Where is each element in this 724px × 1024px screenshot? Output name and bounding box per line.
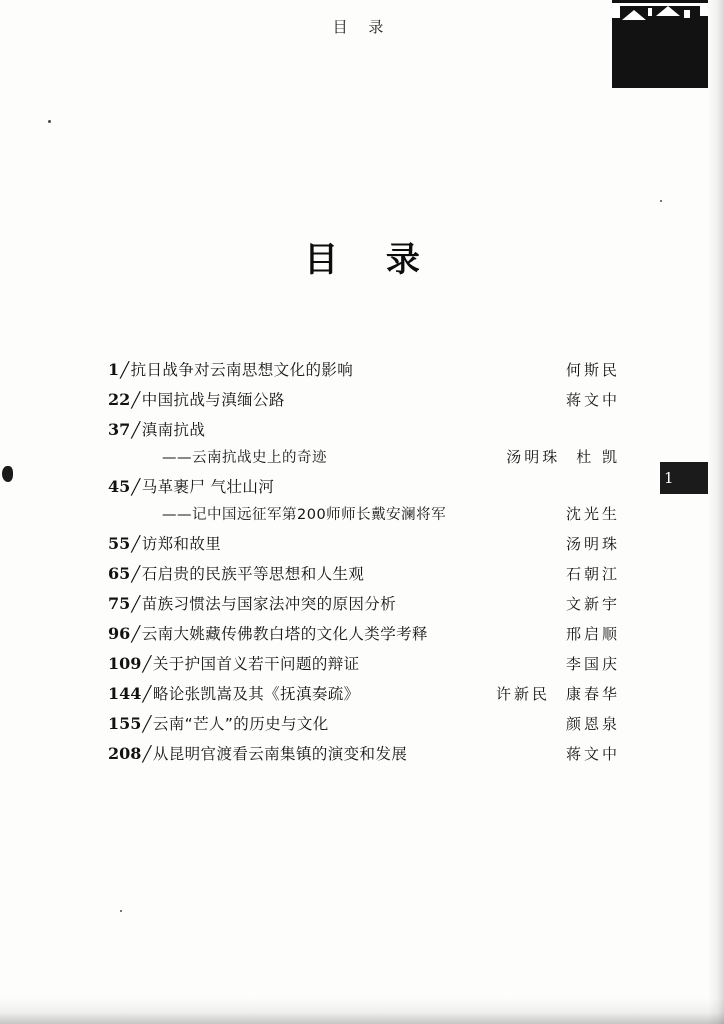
toc-page-number: 45 bbox=[108, 477, 131, 496]
toc-entry-title: 访郑和故里 bbox=[141, 535, 222, 553]
toc-author: 何斯民 bbox=[565, 361, 620, 379]
toc-entry-title-block bbox=[108, 592, 396, 614]
toc-entry-sub-authors bbox=[566, 503, 620, 524]
toc-author: 康春华 bbox=[565, 685, 620, 703]
scan-speck bbox=[660, 200, 662, 202]
toc-entry-authors bbox=[566, 623, 620, 644]
toc-author: 汤明珠 bbox=[506, 448, 561, 466]
toc-page-number: 109 bbox=[108, 654, 142, 673]
toc-entry-title-block bbox=[108, 682, 360, 704]
toc-entry-title: 从昆明官渡看云南集镇的演变和发展 bbox=[152, 745, 408, 763]
toc-entry-title: 苗族习惯法与国家法冲突的原因分析 bbox=[141, 595, 397, 613]
toc-entry-authors bbox=[566, 713, 620, 734]
toc-page-number: 65 bbox=[108, 564, 131, 583]
toc-entry[interactable] bbox=[108, 475, 620, 524]
toc-page-number: 22 bbox=[108, 390, 131, 409]
toc-separator: ╱ bbox=[142, 715, 152, 733]
toc-separator: ╱ bbox=[131, 595, 141, 613]
toc-entry[interactable] bbox=[108, 622, 620, 644]
toc-entry-subtitle-line bbox=[108, 446, 620, 467]
toc-entry-subtitle-line bbox=[108, 503, 620, 524]
toc-separator: ╱ bbox=[131, 565, 141, 583]
toc-separator: ╱ bbox=[131, 625, 141, 643]
toc-author: 蒋文中 bbox=[565, 745, 620, 763]
toc-page-number: 75 bbox=[108, 594, 131, 613]
scan-edge-shadow-bottom bbox=[0, 998, 724, 1024]
toc-entry-line bbox=[108, 682, 620, 704]
toc-entry-authors bbox=[566, 593, 620, 614]
toc-entry-title: 略论张凯嵩及其《抚滇奏疏》 bbox=[152, 685, 360, 703]
toc-entry-title-block bbox=[108, 532, 221, 554]
toc-entry-title-block bbox=[108, 652, 360, 674]
toc-entry-line bbox=[108, 712, 620, 734]
toc-page-number: 96 bbox=[108, 624, 131, 643]
toc-entry-authors bbox=[566, 563, 620, 584]
ink-blot-left-margin bbox=[2, 466, 13, 482]
toc-entry[interactable] bbox=[108, 682, 620, 704]
toc-entry-title: 云南大姚藏传佛教白塔的文化人类学考释 bbox=[141, 625, 428, 643]
table-of-contents bbox=[108, 358, 620, 772]
toc-entry[interactable] bbox=[108, 742, 620, 764]
toc-entry-subtitle: ——云南抗战史上的奇迹 bbox=[162, 450, 327, 466]
toc-page-number: 208 bbox=[108, 744, 142, 763]
toc-entry-title: 中国抗战与滇缅公路 bbox=[141, 391, 285, 409]
toc-author: 李国庆 bbox=[565, 655, 620, 673]
scan-edge-shadow-right bbox=[708, 0, 724, 1024]
toc-entry-line bbox=[108, 622, 620, 644]
toc-entry-title: 云南“芒人”的历史与文化 bbox=[152, 715, 329, 733]
toc-author: 沈光生 bbox=[565, 505, 620, 523]
toc-page-number: 37 bbox=[108, 420, 131, 439]
toc-entry-authors bbox=[566, 533, 620, 554]
toc-entry-line bbox=[108, 652, 620, 674]
toc-entry-title-block bbox=[108, 622, 428, 644]
toc-entry-line bbox=[108, 475, 620, 497]
toc-entry-authors bbox=[566, 653, 620, 674]
toc-entry-title-block bbox=[108, 358, 353, 380]
toc-separator: ╱ bbox=[142, 745, 152, 763]
toc-entry-line bbox=[108, 388, 620, 410]
toc-page-number: 55 bbox=[108, 534, 131, 553]
toc-entry-title: 马革裹尸 气壮山河 bbox=[141, 478, 275, 496]
page-title: 目 录 bbox=[304, 240, 438, 280]
toc-entry-title: 滇南抗战 bbox=[141, 421, 206, 439]
toc-entry-title-block bbox=[108, 418, 205, 440]
toc-entry-line bbox=[108, 742, 620, 764]
toc-entry-title-block bbox=[108, 712, 329, 734]
scan-speck bbox=[48, 120, 51, 123]
toc-separator: ╱ bbox=[131, 391, 141, 409]
toc-entry[interactable] bbox=[108, 388, 620, 410]
toc-entry-line bbox=[108, 358, 620, 380]
toc-entry-authors bbox=[566, 359, 620, 380]
page-marker-badge: 1 bbox=[660, 462, 708, 494]
toc-entry-line bbox=[108, 418, 620, 440]
toc-separator: ╱ bbox=[131, 535, 141, 553]
toc-entry[interactable] bbox=[108, 592, 620, 614]
toc-separator: ╱ bbox=[120, 361, 130, 379]
scan-speck bbox=[120, 910, 122, 912]
toc-entry[interactable] bbox=[108, 358, 620, 380]
running-head: 目 录 bbox=[332, 18, 392, 36]
toc-author: 许新民 bbox=[495, 685, 550, 703]
toc-author: 文新宇 bbox=[565, 595, 620, 613]
toc-entry-sub-authors bbox=[506, 446, 620, 467]
toc-entry-authors bbox=[496, 683, 620, 704]
toc-author: 杜 凯 bbox=[576, 448, 620, 466]
toc-entry[interactable] bbox=[108, 652, 620, 674]
toc-page-number: 144 bbox=[108, 684, 142, 703]
toc-entry-title-block bbox=[108, 475, 274, 497]
toc-author: 石朝江 bbox=[565, 565, 620, 583]
toc-page-number: 155 bbox=[108, 714, 142, 733]
toc-entry-title-block bbox=[108, 742, 407, 764]
toc-entry-line bbox=[108, 562, 620, 584]
toc-entry-authors bbox=[566, 389, 620, 410]
toc-entry[interactable] bbox=[108, 532, 620, 554]
toc-entry-title-block bbox=[108, 562, 364, 584]
toc-entry[interactable] bbox=[108, 712, 620, 734]
toc-entry-subtitle: ——记中国远征军第200师师长戴安澜将军 bbox=[162, 507, 447, 523]
toc-entry-line bbox=[108, 532, 620, 554]
toc-entry[interactable] bbox=[108, 562, 620, 584]
toc-entry-title-block bbox=[108, 388, 285, 410]
pagoda-ink-illustration bbox=[612, 0, 708, 88]
toc-author: 蒋文中 bbox=[565, 391, 620, 409]
toc-entry-title: 关于护国首义若干问题的辩证 bbox=[152, 655, 360, 673]
toc-separator: ╱ bbox=[131, 421, 141, 439]
toc-separator: ╱ bbox=[142, 685, 152, 703]
toc-entry-line bbox=[108, 592, 620, 614]
toc-author: 颜恩泉 bbox=[565, 715, 620, 733]
toc-entry-authors bbox=[566, 743, 620, 764]
toc-separator: ╱ bbox=[142, 655, 152, 673]
toc-entry-title: 石启贵的民族平等思想和人生观 bbox=[141, 565, 365, 583]
toc-author: 汤明珠 bbox=[565, 535, 620, 553]
toc-page-number: 1 bbox=[108, 360, 120, 379]
toc-entry-title: 抗日战争对云南思想文化的影响 bbox=[130, 361, 354, 379]
toc-separator: ╱ bbox=[131, 478, 141, 496]
toc-author: 邢启顺 bbox=[565, 625, 620, 643]
toc-entry[interactable] bbox=[108, 418, 620, 467]
